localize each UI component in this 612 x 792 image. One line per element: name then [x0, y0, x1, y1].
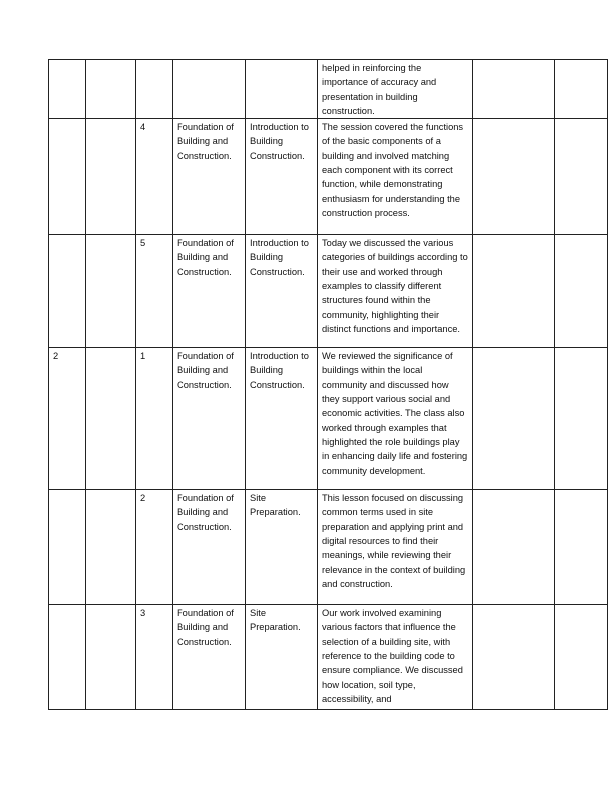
week-cell — [49, 605, 86, 710]
table-row — [49, 348, 608, 490]
blank-cell — [473, 348, 555, 490]
blank-cell — [555, 605, 608, 710]
sub-strand-cell: Site Preparation. — [246, 605, 318, 710]
week-cell — [49, 60, 86, 119]
table-row — [49, 119, 608, 235]
sub-strand-cell: Introduction to Building Construction. — [246, 235, 318, 348]
reflection-cell: Our work involved examining various factors that influence the selection of a building site, with reference to the building code to ensure compliance. We discussed how location, soil type, accessibility, and — [318, 605, 473, 710]
blank-cell — [86, 348, 136, 490]
blank-cell — [86, 119, 136, 235]
blank-cell — [555, 348, 608, 490]
week-cell — [49, 490, 86, 605]
reflection-cell: We reviewed the significance of buildings within the local community and discussed how they support various social and economic activities. The class also worked through examples that highlighted the role buildings play in enhancing daily life and fostering community development. — [318, 348, 473, 490]
strand-cell: Foundation of Building and Construction. — [173, 605, 246, 710]
blank-cell — [86, 60, 136, 119]
lesson-number-cell: 4 — [136, 119, 173, 235]
sub-strand-cell: Introduction to Building Construction. — [246, 119, 318, 235]
blank-cell — [473, 605, 555, 710]
table-row — [49, 490, 608, 605]
blank-cell — [473, 490, 555, 605]
blank-cell — [555, 60, 608, 119]
blank-cell — [86, 605, 136, 710]
blank-cell — [86, 490, 136, 605]
reflection-cell: Today we discussed the various categories of buildings according to their use and worked through examples to classify different structures found within the community, highlighting their distinct functions and importance. — [318, 235, 473, 348]
lesson-number-cell: 2 — [136, 490, 173, 605]
table-row — [49, 605, 608, 710]
lesson-number-cell: 1 — [136, 348, 173, 490]
blank-cell — [473, 119, 555, 235]
blank-cell — [555, 235, 608, 348]
strand-cell: Foundation of Building and Construction. — [173, 348, 246, 490]
reflection-cell: helped in reinforcing the importance of accuracy and presentation in building construction. — [318, 60, 473, 119]
reflection-cell: The session covered the functions of the basic components of a building and involved matching each component with its correct function, while demonstrating enthusiasm for understanding the construction process. — [318, 119, 473, 235]
blank-cell — [555, 119, 608, 235]
week-cell — [49, 235, 86, 348]
sub-strand-cell: Introduction to Building Construction. — [246, 348, 318, 490]
strand-cell — [173, 60, 246, 119]
sub-strand-cell — [246, 60, 318, 119]
lesson-number-cell — [136, 60, 173, 119]
lesson-number-cell: 3 — [136, 605, 173, 710]
reflection-cell: This lesson focused on discussing common terms used in site preparation and applying print and digital resources to find their meanings, while reviewing their relevance in the context of building and construction. — [318, 490, 473, 605]
blank-cell — [473, 60, 555, 119]
blank-cell — [555, 490, 608, 605]
lesson-number-cell: 5 — [136, 235, 173, 348]
sub-strand-cell: Site Preparation. — [246, 490, 318, 605]
blank-cell — [473, 235, 555, 348]
strand-cell: Foundation of Building and Construction. — [173, 119, 246, 235]
table-row — [49, 60, 608, 119]
table-row — [49, 235, 608, 348]
strand-cell: Foundation of Building and Construction. — [173, 235, 246, 348]
week-cell — [49, 119, 86, 235]
strand-cell: Foundation of Building and Construction. — [173, 490, 246, 605]
blank-cell — [86, 235, 136, 348]
lesson-record-table — [48, 59, 608, 710]
week-cell: 2 — [49, 348, 86, 490]
